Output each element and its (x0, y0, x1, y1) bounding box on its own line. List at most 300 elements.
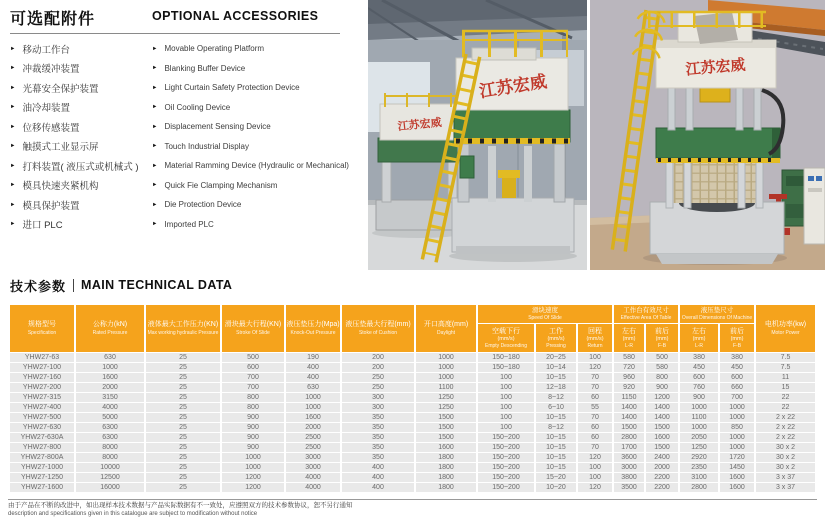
value-cell: 2200 (646, 483, 678, 492)
value-cell: 350 (342, 443, 414, 452)
spec-row (10, 413, 815, 422)
value-cell: 350 (342, 433, 414, 442)
value-cell: 580 (646, 363, 678, 372)
value-cell: 100 (478, 373, 534, 382)
value-cell: 10~15 (536, 433, 576, 442)
value-cell: 150~180 (478, 353, 534, 362)
value-cell: 6300 (76, 433, 144, 442)
value-cell: 2500 (286, 433, 340, 442)
header-label: (mm/s) (586, 336, 604, 342)
value-cell: 1200 (222, 483, 284, 492)
accessory-cn-label: 模具保护装置 (22, 200, 80, 212)
value-cell: 900 (680, 393, 718, 402)
accessory-en-item (152, 195, 368, 215)
value-cell: 10~20 (536, 483, 576, 492)
value-cell: 1800 (416, 483, 476, 492)
value-cell: 70 (578, 443, 612, 452)
value-cell: 500 (222, 353, 284, 362)
value-cell: 120 (578, 363, 612, 372)
value-cell: 600 (720, 373, 754, 382)
model-cell: YHW27-1250 (10, 473, 74, 482)
header-label: 公称力(kN) (92, 321, 128, 329)
value-cell: 1000 (416, 353, 476, 362)
value-cell: 25 (146, 403, 220, 412)
bullet-arrow-icon: ► (152, 84, 158, 91)
header-label: Effective Area Of Table (620, 315, 672, 321)
subcolumn-header (578, 324, 612, 352)
value-cell: 150~200 (478, 463, 534, 472)
subcolumn-header (680, 324, 718, 352)
value-cell: 1600 (416, 443, 476, 452)
model-cell: YHW27-100 (10, 363, 74, 372)
value-cell: 150~200 (478, 453, 534, 462)
value-cell: 10~15 (536, 373, 576, 382)
value-cell: 12500 (76, 473, 144, 482)
spec-row (10, 403, 815, 412)
value-cell: 150~200 (478, 473, 534, 482)
value-cell: 3600 (614, 453, 644, 462)
header-label: 液压垫最大行程(mm) (345, 321, 411, 329)
value-cell: 10~14 (536, 363, 576, 372)
value-cell: 760 (680, 383, 718, 392)
value-cell: 900 (222, 433, 284, 442)
accessory-cn-label: 位移传感装置 (22, 122, 80, 134)
bullet-arrow-icon: ► (152, 162, 158, 169)
value-cell: 630 (76, 353, 144, 362)
header-label: (mm) (655, 336, 669, 342)
value-cell: 1000 (222, 463, 284, 472)
accessory-cn-item (10, 176, 148, 196)
value-cell: 580 (614, 353, 644, 362)
value-cell: 1600 (646, 433, 678, 442)
model-cell: YHW27-800 (10, 443, 74, 452)
value-cell: 25 (146, 393, 220, 402)
header-label: Speed Of Slide (528, 315, 562, 321)
subcolumn-header (614, 324, 644, 352)
value-cell: 25 (146, 423, 220, 432)
header-label: 液压垫压力(Mpa) (286, 321, 340, 329)
bullet-arrow-icon: ► (152, 143, 158, 150)
subcolumn-header (536, 324, 576, 352)
accessories-title-cn: 可选配附件 (10, 11, 96, 28)
value-cell: 8~12 (536, 423, 576, 432)
bullet-arrow-icon: ► (10, 45, 16, 52)
value-cell: 15~20 (536, 473, 576, 482)
value-cell: 8000 (76, 453, 144, 462)
bullet-arrow-icon: ► (10, 201, 16, 208)
value-cell: 1800 (416, 453, 476, 462)
spec-row (10, 423, 815, 432)
model-cell: YHW27-500 (10, 413, 74, 422)
value-cell: 25 (146, 433, 220, 442)
value-cell: 1000 (416, 373, 476, 382)
value-cell: 400 (342, 473, 414, 482)
value-cell: 400 (342, 483, 414, 492)
subcolumn-header (720, 324, 754, 352)
header-label: Stroke Of Slide (236, 329, 270, 336)
brand-calligraphy: 江苏宏威 (684, 56, 747, 79)
accessory-en-label: Oil Cooling Device (164, 102, 231, 112)
accessory-en-item (152, 59, 368, 79)
header-label: L-R (624, 342, 634, 349)
header-label: Specification (27, 329, 57, 336)
value-cell: 1000 (76, 363, 144, 372)
accessories-title-en: OPTIONAL ACCESSORIES (152, 9, 319, 23)
spec-row (10, 433, 815, 442)
accessory-en-item (152, 117, 368, 137)
value-cell: 350 (342, 413, 414, 422)
accessory-cn-item (10, 78, 148, 98)
value-cell: 1400 (614, 413, 644, 422)
bullet-arrow-icon: ► (10, 123, 16, 130)
value-cell: 1000 (222, 453, 284, 462)
column-header (416, 305, 476, 352)
column-header (146, 305, 220, 352)
value-cell: 6~10 (536, 403, 576, 412)
value-cell: 450 (720, 363, 754, 372)
column-header (342, 305, 414, 352)
value-cell: 8~12 (536, 393, 576, 402)
value-cell: 3100 (680, 473, 718, 482)
value-cell: 3 x 37 (756, 483, 815, 492)
accessory-cn-item (10, 137, 148, 157)
bullet-arrow-icon: ► (152, 182, 158, 189)
value-cell: 1400 (646, 403, 678, 412)
header-label: (mm) (730, 336, 744, 342)
bullet-arrow-icon: ► (152, 201, 158, 208)
value-cell: 1100 (680, 413, 718, 422)
accessory-en-label: Movable Operating Platform (164, 44, 265, 54)
bullet-arrow-icon: ► (152, 123, 158, 130)
spec-row (10, 353, 815, 362)
value-cell: 150~180 (478, 363, 534, 372)
value-cell: 22 (756, 393, 815, 402)
value-cell: 380 (680, 353, 718, 362)
spec-table (8, 304, 817, 493)
value-cell: 2050 (680, 433, 718, 442)
header-label: L-R (694, 342, 704, 349)
value-cell: 1600 (286, 413, 340, 422)
model-cell: YHW27-200 (10, 383, 74, 392)
accessories-list-cn (10, 39, 148, 234)
accessory-en-item (152, 39, 368, 59)
value-cell: 1400 (614, 403, 644, 412)
value-cell: 1600 (720, 473, 754, 482)
accessory-en-item (152, 98, 368, 118)
header-label: (mm) (692, 336, 706, 342)
value-cell: 900 (222, 443, 284, 452)
value-cell: 15 (756, 383, 815, 392)
value-cell: 60 (578, 393, 612, 402)
tech-title (10, 277, 817, 293)
value-cell: 70 (578, 383, 612, 392)
bullet-arrow-icon: ► (152, 104, 158, 111)
value-cell: 16000 (76, 483, 144, 492)
value-cell: 1000 (680, 403, 718, 412)
header-label: Overall Dimensions Of Machine (681, 315, 753, 321)
header-label: F-B (732, 342, 742, 349)
value-cell: 300 (342, 393, 414, 402)
value-cell: 150~200 (478, 433, 534, 442)
value-cell: 3800 (614, 473, 644, 482)
accessories-list-en (152, 39, 368, 234)
value-cell: 250 (342, 373, 414, 382)
value-cell: 1000 (720, 433, 754, 442)
value-cell: 1600 (720, 483, 754, 492)
value-cell: 1000 (720, 413, 754, 422)
value-cell: 1000 (286, 403, 340, 412)
model-cell: YHW27-315 (10, 393, 74, 402)
header-label: 左右 (622, 327, 637, 335)
accessory-cn-label: 光幕安全保护装置 (22, 83, 99, 95)
value-cell: 660 (720, 383, 754, 392)
value-cell: 2000 (286, 423, 340, 432)
accessory-cn-label: 油冷却装置 (22, 103, 70, 115)
column-header (222, 305, 284, 352)
value-cell: 60 (578, 423, 612, 432)
value-cell: 1500 (416, 423, 476, 432)
header-label: Knock-Out Pressure (290, 329, 336, 336)
value-cell: 20~25 (536, 353, 576, 362)
value-cell: 25 (146, 443, 220, 452)
column-header (286, 305, 340, 352)
value-cell: 1600 (76, 373, 144, 382)
press-illustration (590, 0, 825, 270)
value-cell: 100 (478, 423, 534, 432)
value-cell: 1500 (646, 443, 678, 452)
value-cell: 960 (614, 373, 644, 382)
column-header (478, 305, 612, 323)
photo-factory-presses (368, 0, 587, 270)
column-header (614, 305, 678, 323)
spec-row (10, 443, 815, 452)
header-label: Motor Power (771, 329, 800, 336)
value-cell: 3000 (286, 463, 340, 472)
accessory-cn-item (10, 215, 148, 235)
header-label: 液体最大工作压力(KN) (147, 321, 219, 329)
bullet-arrow-icon: ► (152, 221, 158, 228)
bullet-arrow-icon: ► (152, 65, 158, 72)
header-label: 滑块速度 (532, 307, 558, 314)
value-cell: 6300 (76, 423, 144, 432)
column-header (76, 305, 144, 352)
header-label: 电机功率(kw) (764, 321, 807, 329)
value-cell: 720 (614, 363, 644, 372)
value-cell: 10~15 (536, 453, 576, 462)
header-label: (mm/s) (547, 336, 565, 342)
header-label: 前后 (655, 327, 670, 335)
bullet-arrow-icon: ► (10, 162, 16, 169)
accessory-en-item (152, 176, 368, 196)
value-cell: 700 (222, 383, 284, 392)
value-cell: 380 (720, 353, 754, 362)
brand-calligraphy: 江苏宏威 (397, 116, 443, 134)
value-cell: 4000 (286, 473, 340, 482)
value-cell: 100 (478, 413, 534, 422)
value-cell: 1150 (614, 393, 644, 402)
value-cell: 800 (222, 403, 284, 412)
value-cell: 200 (342, 353, 414, 362)
brand-calligraphy: 江苏宏威 (478, 71, 549, 102)
value-cell: 150~200 (478, 483, 534, 492)
value-cell: 400 (286, 363, 340, 372)
value-cell: 4000 (76, 403, 144, 412)
model-cell: YHW27-1600 (10, 483, 74, 492)
value-cell: 1250 (416, 403, 476, 412)
value-cell: 2400 (646, 453, 678, 462)
header-label: 回程 (588, 327, 602, 335)
value-cell: 1720 (720, 453, 754, 462)
value-cell: 7.5 (756, 363, 815, 372)
column-header (756, 305, 815, 352)
value-cell: 25 (146, 453, 220, 462)
value-cell: 2 x 22 (756, 433, 815, 442)
value-cell: 1000 (286, 393, 340, 402)
bullet-arrow-icon: ► (10, 65, 16, 72)
header-label: Rated Pressure (92, 329, 128, 336)
value-cell: 3150 (76, 393, 144, 402)
technical-data-section (8, 277, 817, 518)
spec-row (10, 463, 815, 472)
footnote (8, 499, 817, 518)
accessory-cn-item (10, 39, 148, 59)
value-cell: 1000 (680, 423, 718, 432)
value-cell: 400 (286, 373, 340, 382)
model-cell: YHW27-400 (10, 403, 74, 412)
header-label: Daylight (436, 329, 456, 336)
value-cell: 2200 (646, 473, 678, 482)
header-label: 空载下行 (492, 327, 520, 335)
accessory-en-label: Displacement Sensing Device (164, 122, 271, 132)
value-cell: 3500 (614, 483, 644, 492)
value-cell: 2800 (614, 433, 644, 442)
tech-title-cn: 技术参数 (10, 278, 67, 294)
accessory-cn-label: 打料装置( 液压式或机械式 ) (22, 161, 139, 173)
accessory-en-label: Touch Industrial Display (164, 141, 249, 151)
value-cell: 600 (222, 363, 284, 372)
value-cell: 2 x 22 (756, 423, 815, 432)
main-press (648, 12, 784, 264)
title-divider (73, 279, 74, 292)
footnote-en: description and specifications given in this catalogue are subject to modification without notice (8, 511, 258, 517)
spec-row (10, 363, 815, 372)
subcolumn-header (646, 324, 678, 352)
value-cell: 2 x 22 (756, 413, 815, 422)
model-cell: YHW27-630A (10, 433, 74, 442)
column-header (10, 305, 74, 352)
value-cell: 25 (146, 463, 220, 472)
header-label: 工作台有效尺寸 (623, 307, 669, 314)
value-cell: 3 x 37 (756, 473, 815, 482)
accessory-en-label: Light Curtain Safety Protection Device (164, 83, 300, 93)
value-cell: 10~15 (536, 463, 576, 472)
value-cell: 1800 (416, 473, 476, 482)
header-label: 液压垫尺寸 (700, 307, 734, 314)
subcolumn-header (478, 324, 534, 352)
accessory-en-item (152, 137, 368, 157)
accessory-cn-label: 移动工作台 (22, 44, 70, 56)
model-cell: YHW27-630 (10, 423, 74, 432)
value-cell: 2800 (680, 483, 718, 492)
header-label: Pressing (546, 342, 566, 349)
value-cell: 12~18 (536, 383, 576, 392)
value-cell: 1800 (416, 463, 476, 472)
accessory-cn-label: 冲裁缓冲装置 (22, 64, 80, 76)
value-cell: 850 (720, 423, 754, 432)
value-cell: 700 (720, 393, 754, 402)
accessory-en-item (152, 156, 368, 176)
value-cell: 10~15 (536, 443, 576, 452)
value-cell: 900 (222, 423, 284, 432)
value-cell: 300 (342, 403, 414, 412)
accessory-cn-item (10, 98, 148, 118)
value-cell: 3000 (614, 463, 644, 472)
header-label: 前后 (730, 327, 745, 335)
value-cell: 30 x 2 (756, 463, 815, 472)
value-cell: 190 (286, 353, 340, 362)
bullet-arrow-icon: ► (10, 221, 16, 228)
value-cell: 920 (614, 383, 644, 392)
value-cell: 150~200 (478, 443, 534, 452)
value-cell: 1000 (416, 363, 476, 372)
value-cell: 100 (478, 393, 534, 402)
spec-row (10, 473, 815, 482)
value-cell: 1700 (614, 443, 644, 452)
value-cell: 2920 (680, 453, 718, 462)
value-cell: 10000 (76, 463, 144, 472)
accessory-en-label: Imported PLC (164, 219, 214, 229)
accessory-en-item (152, 78, 368, 98)
column-header (680, 305, 754, 323)
value-cell: 900 (222, 413, 284, 422)
bullet-arrow-icon: ► (152, 45, 158, 52)
header-label: 滑块最大行程(KN) (224, 321, 282, 329)
value-cell: 1500 (416, 413, 476, 422)
value-cell: 60 (578, 433, 612, 442)
value-cell: 120 (578, 483, 612, 492)
value-cell: 2000 (76, 383, 144, 392)
value-cell: 25 (146, 473, 220, 482)
model-cell: YHW27-800A (10, 453, 74, 462)
value-cell: 450 (680, 363, 718, 372)
value-cell: 400 (342, 463, 414, 472)
factory-presses-illustration (368, 0, 587, 270)
accessory-en-label: Material Ramming Device (Hydraulic or Mechanical) (164, 161, 349, 171)
header-label: 工作 (549, 327, 563, 335)
accessory-cn-label: 进口 PLC (22, 220, 63, 232)
spec-row (10, 453, 815, 462)
accessory-en-item (152, 215, 368, 235)
accessory-cn-item (10, 59, 148, 79)
tech-title-en: MAIN TECHNICAL DATA (81, 278, 233, 292)
accessory-en-label: Quick Fie Clamping Mechanism (164, 180, 278, 190)
model-cell: YHW27-160 (10, 373, 74, 382)
accessory-en-label: Die Protection Device (164, 200, 242, 210)
value-cell: 100 (478, 403, 534, 412)
value-cell: 100 (578, 463, 612, 472)
accessory-cn-item (10, 195, 148, 215)
value-cell: 350 (342, 423, 414, 432)
value-cell: 4000 (286, 483, 340, 492)
value-cell: 2000 (646, 463, 678, 472)
value-cell: 1250 (416, 393, 476, 402)
value-cell: 250 (342, 383, 414, 392)
accessory-en-label: Blanking Buffer Device (164, 63, 246, 73)
value-cell: 30 x 2 (756, 453, 815, 462)
header-label: (mm/s) (497, 336, 515, 342)
value-cell: 10~15 (536, 413, 576, 422)
value-cell: 5000 (76, 413, 144, 422)
